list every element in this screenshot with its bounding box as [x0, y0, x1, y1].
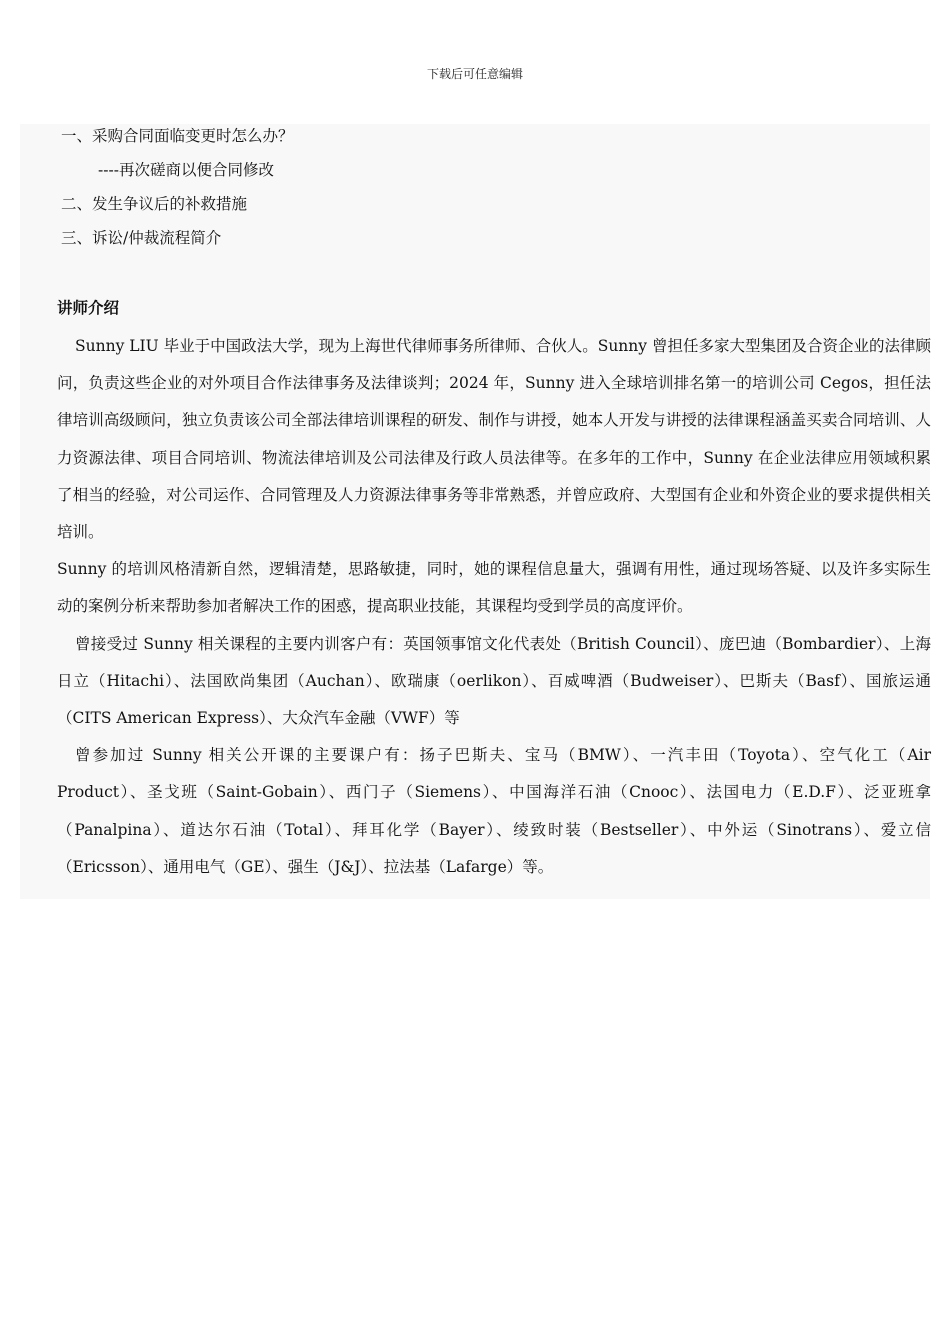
bio-paragraph-2: Sunny 的培训风格清新自然，逻辑清楚，思路敏捷，同时，她的课程信息量大，强调有用性，通过现场答疑、以及许多实际生动的案例分析来帮助参加者解决工作的困惑，提高职业技能，其课程均受到学员的高度评价。	[57, 560, 931, 616]
outline-item-3: 三、诉讼/仲裁流程简介	[61, 229, 222, 247]
outline-item-1-sub: ----再次磋商以便合同修改	[98, 161, 274, 179]
document-body	[20, 124, 930, 899]
instructor-bio	[57, 328, 931, 886]
outline-item-1: 一、采购合同面临变更时怎么办？	[61, 127, 294, 145]
bio-paragraph-3: 曾接受过 Sunny 相关课程的主要内训客户有：英国领事馆文化代表处（British Council）、庞巴迪（Bombardier）、上海日立（Hitachi）、法国欧尚集团（Auchan）、欧瑞康（oerlikon）、百威啤酒（Budweiser）、巴斯夫（Basf）、国旅运通（CITS American Express）、大众汽车金融（VWF）等	[57, 634, 931, 728]
page-header: 下载后可任意编辑	[426, 67, 523, 81]
bio-paragraph-4: 曾参加过 Sunny 相关公开课的主要课户有：扬子巴斯夫、宝马（BMW）、一汽丰田（Toyota）、空气化工（Air Product）、圣戈班（Saint-Gobain）、西门子（Siemens）、中国海洋石油（Cnooc）、法国电力（E.D.F）、泛亚班拿（Panalpina）、道达尔石油（Total）、拜耳化学（Bayer）、绫致时装（Bestseller）、中外运（Sinotrans）、爱立信（Ericsson）、通用电气（GE）、强生（J&J）、拉法基（Lafarge）等。	[57, 746, 931, 876]
instructor-section-title: 讲师介绍	[57, 298, 120, 317]
outline-item-2: 二、发生争议后的补救措施	[61, 195, 248, 213]
bio-paragraph-1: Sunny LIU 毕业于中国政法大学，现为上海世代律师事务所律师、合伙人。Sunny 曾担任多家大型集团及合资企业的法律顾问，负责这些企业的对外项目合作法律事务及法律谈判；2024 年，Sunny 进入全球培训排名第一的培训公司 Cegos，担任法律培训高级顾问，独立负责该公司全部法律培训课程的研发、制作与讲授，她本人开发与讲授的法律课程涵盖买卖合同培训、人力资源法律、项目合同培训、物流法律培训及公司法律及行政人员法律等。在多年的工作中，Sunny 在企业法律应用领域积累了相当的经验，对公司运作、合同管理及人力资源法律事务等非常熟悉，并曾应政府、大型国有企业和外资企业的要求提供相关培训。	[57, 337, 931, 542]
